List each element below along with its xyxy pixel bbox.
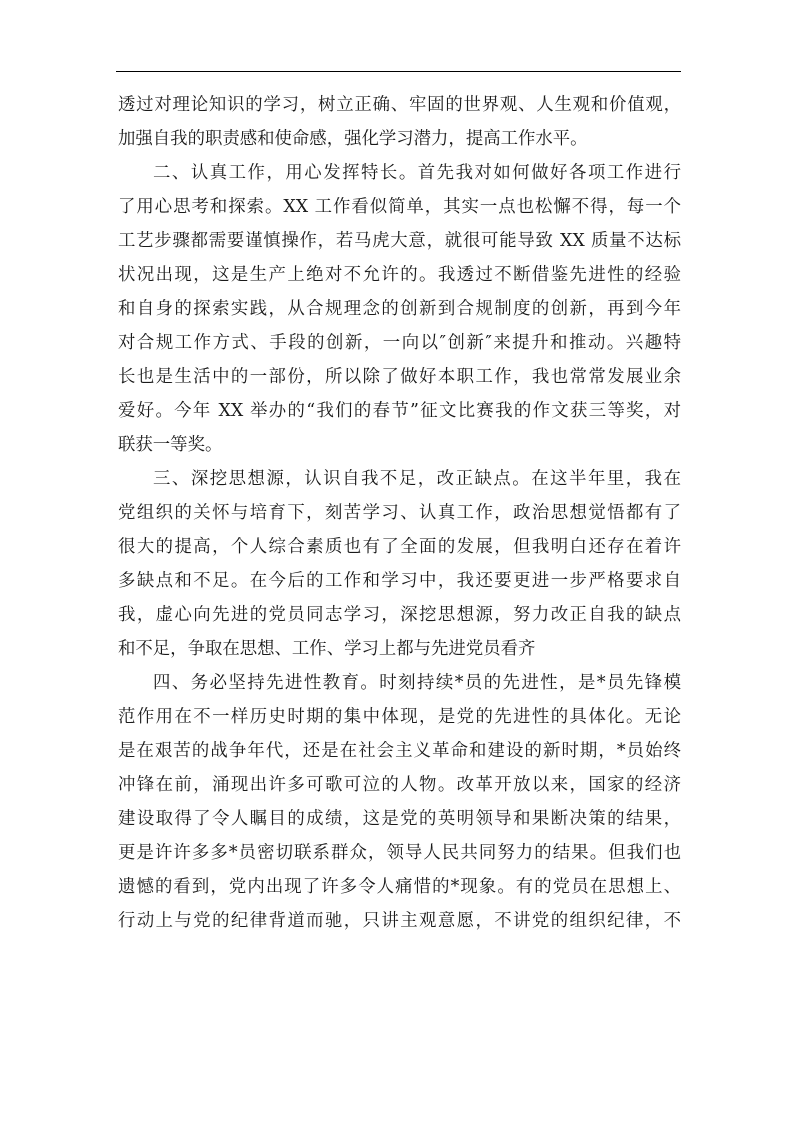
text-line: 多缺点和不足。在今后的工作和学习中，我还要更进一步严格要求自	[118, 571, 681, 591]
text-line: 二、认真工作，用心发挥特长。首先我对如何做好各项工作进行	[153, 163, 681, 183]
text-line: 很大的提高，个人综合素质也有了全面的发展，但我明白还存在着许	[118, 537, 681, 557]
text-line: 行动上与党的纪律背道而驰，只讲主观意愿，不讲党的组织纪律，不	[118, 911, 681, 931]
text-line: 遗憾的看到，党内出现了许多令人痛惜的*现象。有的党员在思想上、	[118, 877, 681, 897]
document-body	[118, 88, 681, 938]
text-line: 了用心思考和探索。XX 工作看似简单，其实一点也松懈不得，每一个	[118, 197, 681, 217]
text-line: 四、务必坚持先进性教育。时刻持续*员的先进性，是*员先锋模	[153, 673, 681, 693]
text-line: 是在艰苦的战争年代，还是在社会主义革命和建设的新时期，*员始终	[118, 741, 681, 761]
text-line: 和不足，争取在思想、工作、学习上都与先进党员看齐	[118, 639, 536, 659]
paragraph-2	[118, 156, 681, 462]
text-line: 加强自我的职责感和使命感，强化学习潜力，提高工作水平。	[118, 129, 588, 149]
text-line: 透过对理论知识的学习，树立正确、牢固的世界观、人生观和价值观，	[118, 95, 681, 115]
paragraph-4	[118, 666, 681, 938]
text-line: 联获一等奖。	[118, 435, 223, 455]
text-line: 爱好。今年 XX 举办的“我们的春节”征文比赛我的作文获三等奖，对	[118, 401, 681, 421]
text-line: 三、深挖思想源，认识自我不足，改正缺点。在这半年里，我在	[153, 469, 681, 489]
header-rule	[116, 71, 681, 72]
text-line: 建设取得了令人瞩目的成绩，这是党的英明领导和果断决策的结果，	[118, 809, 681, 829]
text-line: 和自身的探索实践，从合规理念的创新到合规制度的创新，再到今年	[118, 299, 681, 319]
text-line: 状况出现，这是生产上绝对不允许的。我透过不断借鉴先进性的经验	[118, 265, 681, 285]
text-line: 工艺步骤都需要谨慎操作，若马虎大意，就很可能导致 XX 质量不达标	[118, 231, 681, 251]
text-line: 长也是生活中的一部份，所以除了做好本职工作，我也常常发展业余	[118, 367, 681, 387]
text-line: 更是许许多多*员密切联系群众，领导人民共同努力的结果。但我们也	[118, 843, 681, 863]
text-line: 我，虚心向先进的党员同志学习，深挖思想源，努力改正自我的缺点	[118, 605, 681, 625]
paragraph-3	[118, 462, 681, 666]
text-line: 冲锋在前，涌现出许多可歌可泣的人物。改革开放以来，国家的经济	[118, 775, 681, 795]
text-line: 党组织的关怀与培育下，刻苦学习、认真工作，政治思想觉悟都有了	[118, 503, 681, 523]
text-line: 范作用在不一样历史时期的集中体现，是党的先进性的具体化。无论	[118, 707, 681, 727]
text-line: 对合规工作方式、手段的创新，一向以″创新″来提升和推动。兴趣特	[118, 333, 681, 353]
paragraph-1	[118, 88, 681, 156]
